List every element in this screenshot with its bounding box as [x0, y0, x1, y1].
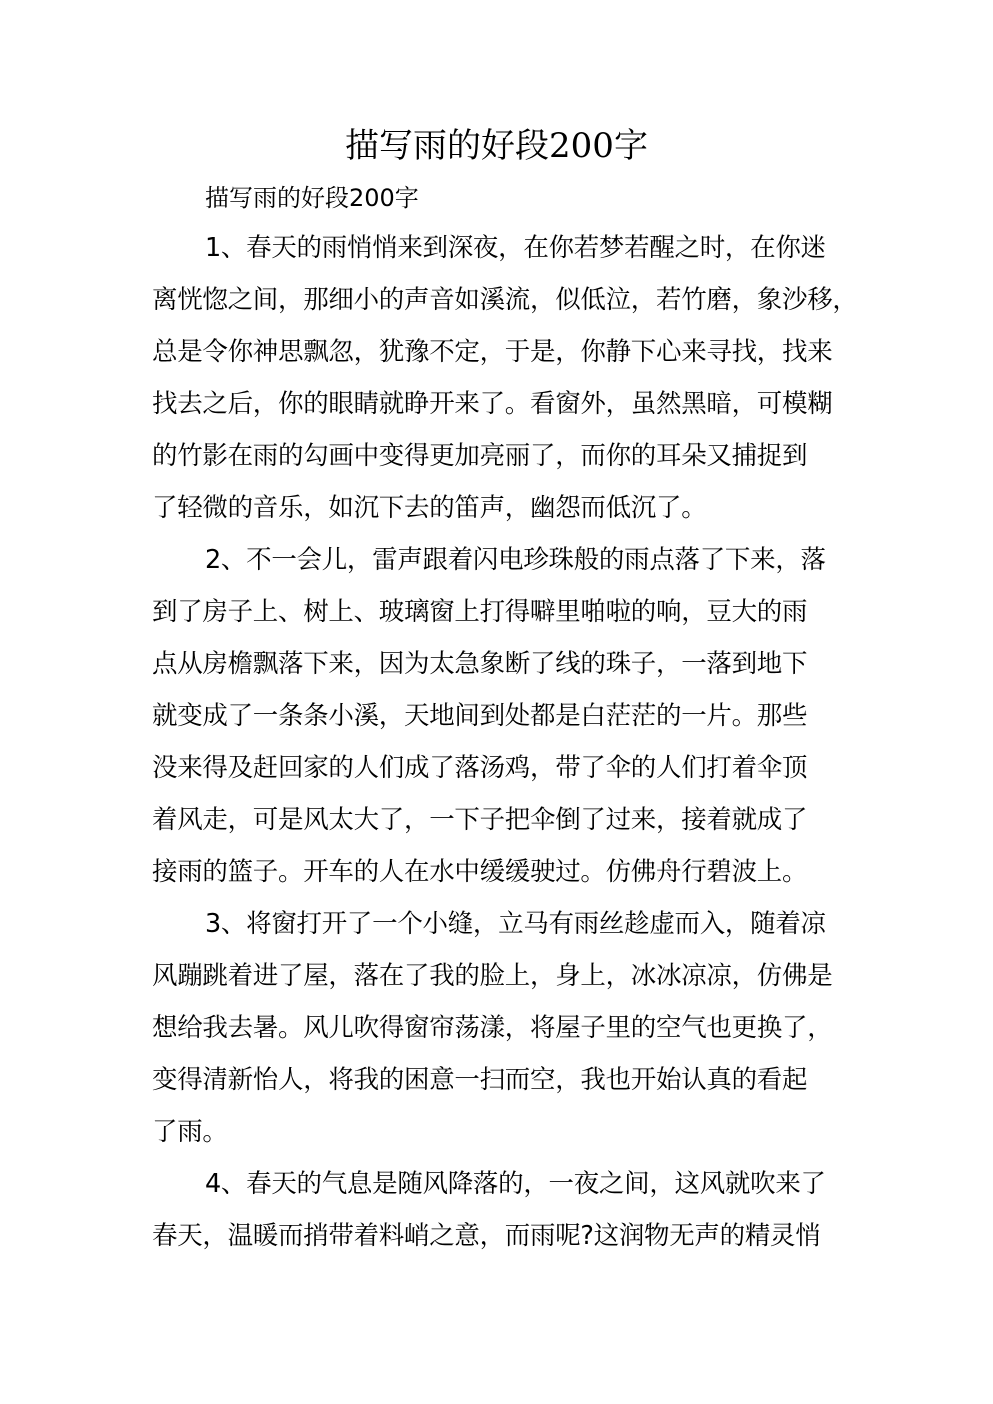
text-line: 风蹦跳着进了屋，落在了我的脸上，身上，冰冰凉凉，仿佛是	[152, 961, 833, 991]
text-line: 了轻微的音乐，如沉下去的笛声，幽怨而低沉了。	[152, 493, 707, 523]
text-line: 想给我去暑。风儿吹得窗帘荡漾，将屋子里的空气也更换了，	[152, 1013, 833, 1043]
paragraph	[152, 230, 858, 542]
text-line: 1、春天的雨悄悄来到深夜，在你若梦若醒之时，在你迷	[205, 233, 826, 263]
text-line: 变得清新怡人，将我的困意一扫而空，我也开始认真的看起	[152, 1065, 808, 1095]
text-line: 离恍惚之间，那细小的声音如溪流，似低泣，若竹磨，象沙移，	[152, 285, 858, 315]
text-line: 4、春天的气息是随风降落的，一夜之间，这风就吹来了	[205, 1169, 826, 1199]
text-line: 3、将窗打开了一个小缝，立马有雨丝趁虚而入，随着凉	[205, 909, 826, 939]
document-title: 描写雨的好段200字	[345, 126, 648, 166]
text-line: 接雨的篮子。开车的人在水中缓缓驶过。仿佛舟行碧波上。	[152, 857, 808, 887]
document-subtitle: 描写雨的好段200字	[205, 184, 419, 212]
text-line: 点从房檐飘落下来，因为太急象断了线的珠子，一落到地下	[152, 649, 808, 679]
paragraph	[152, 906, 852, 1166]
text-line: 了雨。	[152, 1117, 228, 1147]
text-line: 总是令你神思飘忽，犹豫不定，于是，你静下心来寻找，找来	[152, 337, 833, 367]
text-line: 到了房子上、树上、玻璃窗上打得噼里啪啦的响，豆大的雨	[152, 597, 808, 627]
text-line: 春天，温暖而捎带着料峭之意，而雨呢?这润物无声的精灵悄	[152, 1221, 821, 1251]
text-line: 就变成了一条条小溪，天地间到处都是白茫茫的一片。那些	[152, 701, 808, 731]
text-line: 的竹影在雨的勾画中变得更加亮丽了，而你的耳朵又捕捉到	[152, 441, 808, 471]
text-line: 没来得及赶回家的人们成了落汤鸡，带了伞的人们打着伞顶	[152, 753, 808, 783]
document-body	[152, 230, 858, 1270]
text-line: 找去之后，你的眼睛就睁开来了。看窗外，虽然黑暗，可模糊	[152, 389, 833, 419]
paragraph	[152, 542, 852, 906]
paragraph	[152, 1166, 852, 1270]
text-line: 着风走，可是风太大了，一下子把伞倒了过来，接着就成了	[152, 805, 808, 835]
text-line: 2、不一会儿，雷声跟着闪电珍珠般的雨点落了下来，落	[205, 545, 826, 575]
